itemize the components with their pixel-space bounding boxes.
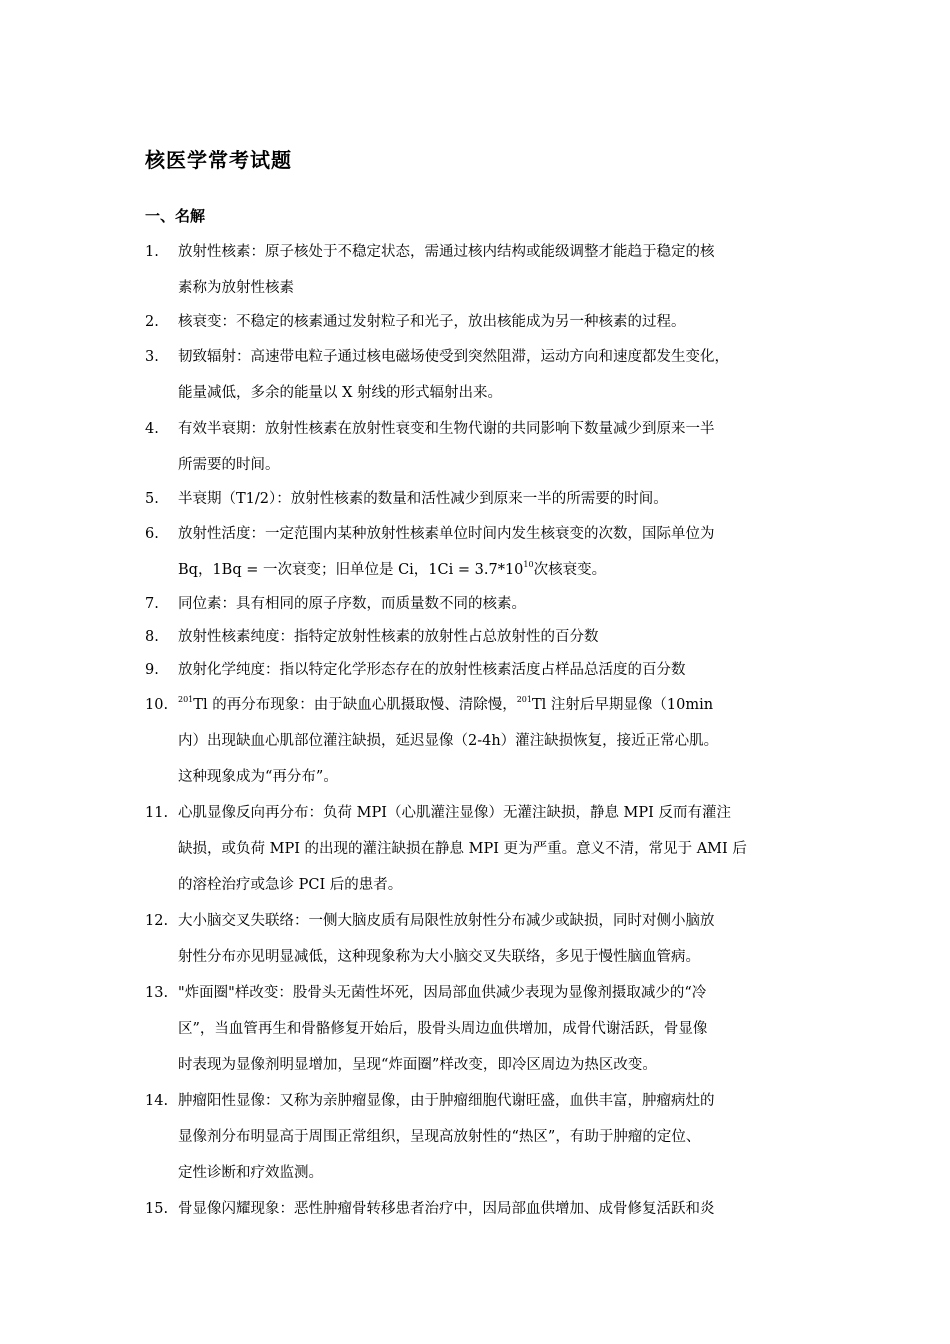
item-number: 9.	[145, 662, 159, 678]
list-item	[145, 1191, 815, 1227]
item-number: 6.	[145, 526, 159, 542]
item-text-line: 有效半衰期：放射性核素在放射性衰变和生物代谢的共同影响下数量减少到原来一半	[178, 421, 715, 437]
item-text-line: 韧致辐射：高速带电粒子通过核电磁场使受到突然阻滞，运动方向和速度都发生变化，	[178, 349, 729, 365]
list-item	[145, 516, 815, 588]
list-item	[145, 654, 815, 687]
list-item	[145, 903, 815, 975]
item-text-line: 显像剂分布明显高于周围正常组织，呈现高放射性的“热区”，有助于肿瘤的定位、	[178, 1129, 701, 1145]
list-item	[145, 1083, 815, 1191]
list-item	[145, 411, 815, 483]
section-heading: 一、名解	[145, 207, 206, 225]
superscript-mass-number: 201	[178, 695, 194, 704]
superscript-exponent: 10	[523, 560, 534, 569]
item-number: 7.	[145, 596, 159, 612]
item-text-line	[178, 687, 815, 723]
list-item	[145, 483, 815, 516]
item-number: 4.	[145, 421, 159, 437]
item-text-line: 所需要的时间。	[178, 457, 280, 473]
item-number: 2.	[145, 314, 159, 330]
item-number: 11.	[145, 805, 169, 821]
item-text-line: 放射性核素纯度：指特定放射性核素的放射性占总放射性的百分数	[178, 629, 599, 645]
text-run: Tl 注射后早期显像（10min	[531, 697, 714, 713]
item-text-line: 区”，当血管再生和骨骼修复开始后，股骨头周边血供增加，成骨代谢活跃，骨显像	[178, 1021, 708, 1037]
item-text-line: 核衰变：不稳定的核素通过发射粒子和光子，放出核能成为另一种核素的过程。	[178, 314, 686, 330]
item-number: 1.	[145, 244, 159, 260]
item-text-line: 的溶栓治疗或急诊 PCI 后的患者。	[178, 877, 403, 893]
list-item	[145, 339, 815, 411]
item-text-line	[178, 552, 815, 588]
item-text-line: 放射性核素：原子核处于不稳定状态，需通过核内结构或能级调整才能趋于稳定的核	[178, 244, 715, 260]
list-item	[145, 588, 815, 621]
item-text-line: 半衰期（T1/2）：放射性核素的数量和活性减少到原来一半的所需要的时间。	[178, 491, 668, 507]
item-text-line: "炸面圈"样改变：股骨头无菌性坏死，因局部血供减少表现为显像剂摄取减少的“冷	[178, 985, 707, 1001]
list-item	[145, 621, 815, 654]
item-text-line: 时表现为显像剂明显增加，呈现“炸面圈”样改变，即冷区周边为热区改变。	[178, 1057, 657, 1073]
item-number: 10.	[145, 697, 169, 713]
text-run: 次核衰变。	[533, 562, 607, 578]
item-number: 5.	[145, 491, 159, 507]
item-text-line: 素称为放射性核素	[178, 280, 294, 296]
item-text-line: 心肌显像反向再分布：负荷 MPI（心肌灌注显像）无灌注缺损，静息 MPI 反而有灌注	[178, 805, 731, 821]
list-item	[145, 306, 815, 339]
item-number: 3.	[145, 349, 159, 365]
item-text-line: 定性诊断和疗效监测。	[178, 1165, 323, 1181]
item-number: 12.	[145, 913, 169, 929]
list-item	[145, 795, 815, 903]
item-text-line: 这种现象成为“再分布”。	[178, 769, 338, 785]
item-text-line: 缺损，或负荷 MPI 的出现的灌注缺损在静息 MPI 更为严重。意义不清，常见于 AMI 后	[178, 841, 747, 857]
item-text-line: 放射性活度：一定范围内某种放射性核素单位时间内发生核衰变的次数，国际单位为	[178, 526, 715, 542]
item-text-line: 能量减低，多余的能量以 X 射线的形式辐射出来。	[178, 385, 503, 401]
item-text-line: 射性分布亦见明显减低，这种现象称为大小脑交叉失联络，多见于慢性脑血管病。	[178, 949, 700, 965]
item-text-line: 大小脑交叉失联络：一侧大脑皮质有局限性放射性分布减少或缺损，同时对侧小脑放	[178, 913, 715, 929]
item-text-line: 内）出现缺血心肌部位灌注缺损，延迟显像（2-4h）灌注缺损恢复，接近正常心肌。	[178, 733, 719, 749]
page-title: 核医学常考试题	[145, 148, 292, 172]
superscript-mass-number: 201	[516, 695, 532, 704]
list-item	[145, 975, 815, 1083]
text-run: Tl 的再分布现象：由于缺血心肌摄取慢、清除慢，	[193, 697, 517, 713]
definition-list	[145, 234, 815, 1227]
item-text-line: 同位素：具有相同的原子序数，而质量数不同的核素。	[178, 596, 526, 612]
item-number: 14.	[145, 1093, 169, 1109]
item-number: 15.	[145, 1201, 169, 1217]
text-run: Bq，1Bq = 一次衰变；旧单位是 Ci，1Ci = 3.7*10	[178, 562, 524, 578]
item-text-line: 放射化学纯度：指以特定化学形态存在的放射性核素活度占样品总活度的百分数	[178, 662, 686, 678]
item-number: 8.	[145, 629, 159, 645]
list-item	[145, 687, 815, 795]
list-item	[145, 234, 815, 306]
item-number: 13.	[145, 985, 169, 1001]
item-text-line: 骨显像闪耀现象：恶性肿瘤骨转移患者治疗中，因局部血供增加、成骨修复活跃和炎	[178, 1201, 715, 1217]
item-text-line: 肿瘤阳性显像：又称为亲肿瘤显像，由于肿瘤细胞代谢旺盛，血供丰富，肿瘤病灶的	[178, 1093, 715, 1109]
